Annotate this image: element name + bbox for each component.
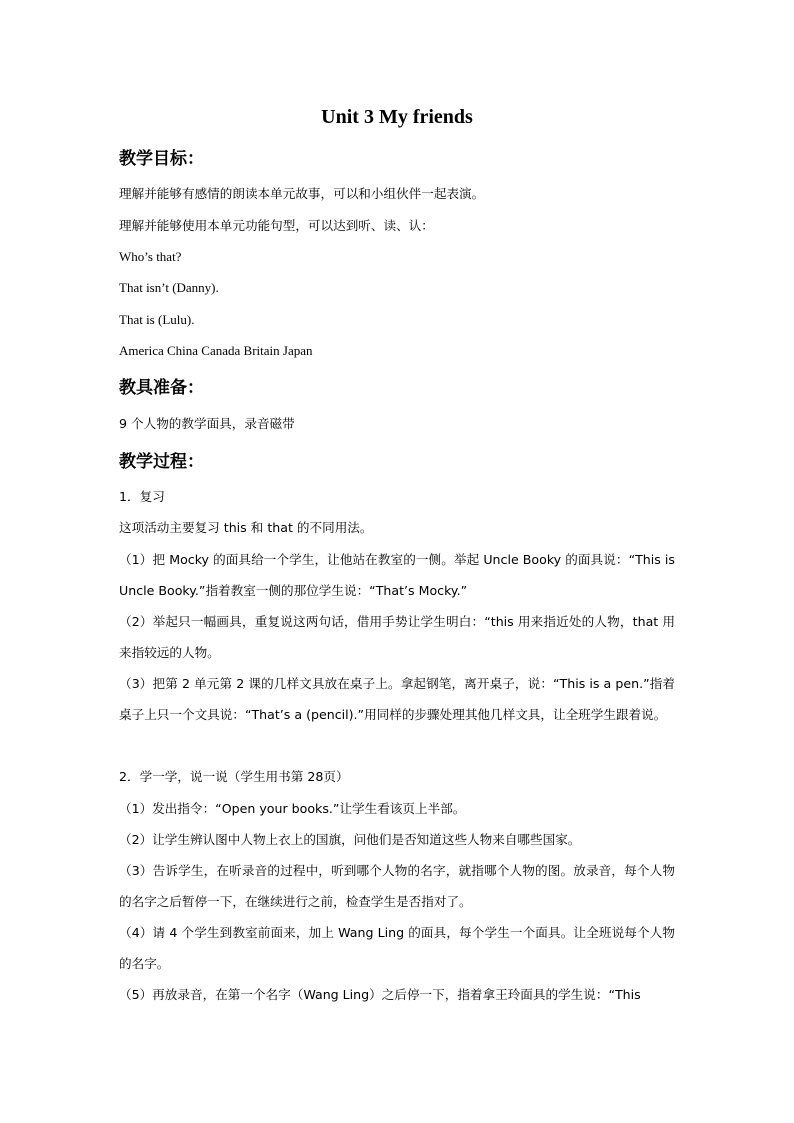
country-words: America China Canada Britain Japan: [119, 343, 313, 358]
objective-line-1: 理解并能够有感情的朗读本单元故事，可以和小组伙伴一起表演。: [119, 186, 485, 201]
step2-item-3: （3）告诉学生，在听录音的过程中，听到哪个人物的名字，就指哪个人物的图。放录音，每个人物的名字之后暂停一下，在继续进行之前，检查学生是否指对了。: [119, 863, 675, 909]
page-title: Unit 3 My friends: [321, 106, 473, 128]
step2-item-5: （5）再放录音，在第一个名字（Wang Ling）之后停一下，指着拿王玲面具的学生说：“This: [119, 987, 641, 1002]
step2-item-2: （2）让学生辨认图中人物上衣上的国旗，问他们是否知道这些人物来自哪些国家。: [119, 832, 581, 847]
process-heading: 教学过程：: [119, 452, 204, 472]
step2-title: 2．学一学，说一说（学生用书第 28页）: [119, 769, 349, 784]
step2-item-1: （1）发出指令：“Open your books.”让学生看该页上半部。: [119, 801, 466, 816]
objective-line-2: 理解并能够使用本单元功能句型，可以达到听、读、认：: [119, 218, 434, 233]
materials-line: 9 个人物的教学面具，录音磁带: [119, 416, 295, 431]
sentence-pattern-1: Who’s that?: [119, 249, 182, 264]
sentence-pattern-2: That isn’t (Danny).: [119, 280, 219, 295]
step1-item-3: （3）把第 2 单元第 2 课的几样文具放在桌子上。拿起钢笔，离开桌子，说：“This is a pen.”指着桌子上只一个文具说：“That’s a (pencil).”用同样的步骤处理其他几样文具，让全班学生跟着说。: [119, 676, 675, 722]
step2-item-4: （4）请 4 个学生到教室前面来，加上 Wang Ling 的面具，每个学生一个面具。让全班说每个人物的名字。: [119, 925, 675, 971]
step1-title: 1．复习: [119, 489, 165, 504]
sentence-pattern-3: That is (Lulu).: [119, 312, 195, 327]
materials-heading: 教具准备：: [119, 378, 204, 398]
step1-item-1: （1）把 Mocky 的面具给一个学生，让他站在教室的一侧。举起 Uncle Booky 的面具说：“This is Uncle Booky.”指着教室一侧的那位学生说：“That’s Mocky.”: [119, 552, 675, 598]
step1-item-2: （2）举起只一幅画具，重复说这两句话，借用手势让学生明白：“this 用来指近处的人物，that 用来指较远的人物。: [119, 614, 675, 660]
step1-intro: 这项活动主要复习 this 和 that 的不同用法。: [119, 520, 373, 535]
objectives-heading: 教学目标：: [119, 149, 204, 169]
